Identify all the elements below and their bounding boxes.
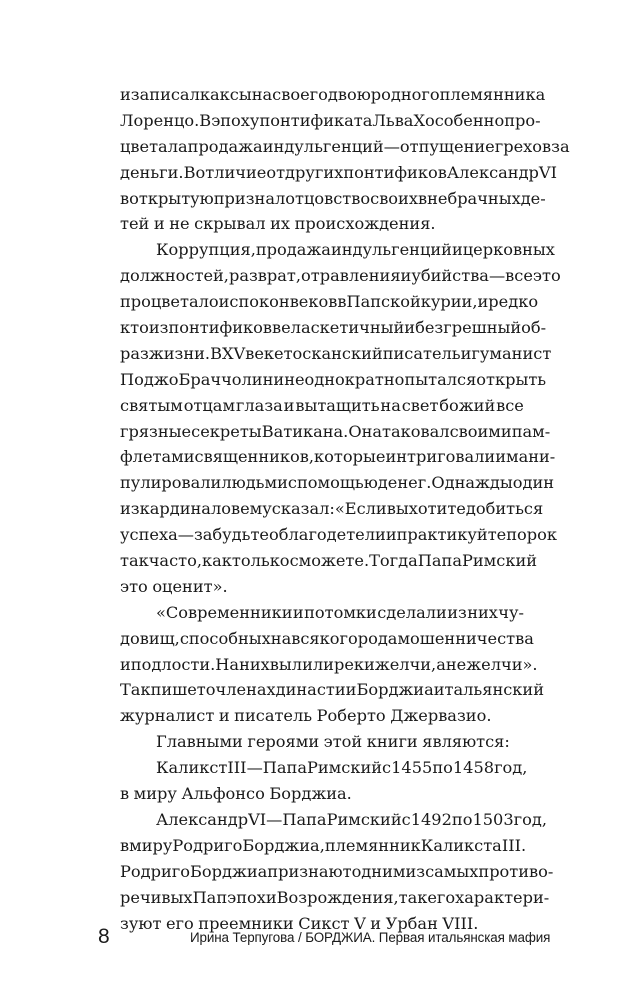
text-line: должностей, разврат, отравления и убийства — все это [120, 266, 561, 286]
text-line: довищ, способных на всякого рода мошенничества [120, 628, 534, 648]
text-line: в открытую признал отцовство своих внебрачных де- [120, 188, 546, 208]
text-line: Главными героями этой книги являются: [156, 732, 510, 752]
running-title: Ирина Терпугова / БОРДЖИА. Первая итальянская мафия [190, 930, 551, 945]
text-line: Родриго Борджиа признают одним из самых противо- [120, 861, 554, 881]
text-line: речивых Пап эпохи Возрождения, так его характери- [120, 887, 550, 907]
text-line: Лоренцо. В эпоху понтификата Льва X особенно про- [120, 110, 541, 130]
text-line: святым отцам глаза и вытащить на свет божий все [120, 395, 524, 415]
text-line: тей и не скрывал их происхождения. [120, 214, 436, 234]
text-line: зуют его преемники Сикст V и Урбан VIII. [120, 913, 479, 933]
text-line: раз жизни. В XV веке тосканский писатель и гуманист [120, 343, 552, 363]
text-line: журналист и писатель Роберто Джервазио. [120, 706, 492, 726]
text-line: грязные секреты Ватикана. Он атаковал своими пам- [120, 421, 551, 441]
text-line: кто из понтификов вел аскетичный и безгрешный об- [120, 318, 547, 338]
text-line: Александр VI — Папа Римский с 1492 по 1503 год, [156, 809, 547, 829]
text-line: в миру Родриго Борджиа, племянник Каликста III. [120, 835, 527, 855]
text-line: цветала продажа индульгенций — отпущение грехов за [120, 136, 570, 156]
text-line: из кардиналов ему сказал: «Если вы хотите добиться [120, 499, 544, 519]
text-line: успеха — забудьте о благодетели и практикуйте порок [120, 525, 558, 545]
text-line: и подлости. На них вылили реки желчи, а не желчи». [120, 654, 538, 674]
page-number: 8 [98, 925, 110, 948]
text-line: Поджо Браччолини неоднократно пытался открыть [120, 369, 547, 389]
text-line: Так пишет о членах династии Борджиа итальянский [120, 680, 545, 700]
text-line: это оценит». [120, 576, 228, 596]
text-line: «Современники и потомки сделали из них чу- [156, 602, 524, 622]
text-line: процветало испокон веков в Папской курии, и редко [120, 292, 539, 312]
text-line: так часто, как только сможете. Тогда Папа Римский [120, 551, 538, 571]
text-line: Коррупция, продажа индульгенций и церковных [156, 240, 555, 260]
page-footer [0, 922, 644, 952]
text-line: пулировали людьми с помощью денег. Однажды один [120, 473, 555, 493]
text-line: Каликст III — Папа Римский с 1455 по 1458 год, [156, 758, 528, 778]
text-line: и записал как сына своего двоюродного племянника [120, 85, 546, 104]
text-line: в миру Альфонсо Борджиа. [120, 784, 352, 804]
body-text [120, 82, 570, 936]
text-line: деньги. В отличие от других понтификов Александр VI [120, 162, 557, 182]
text-line: флетами священников, которые интриговали и мани- [120, 447, 556, 467]
